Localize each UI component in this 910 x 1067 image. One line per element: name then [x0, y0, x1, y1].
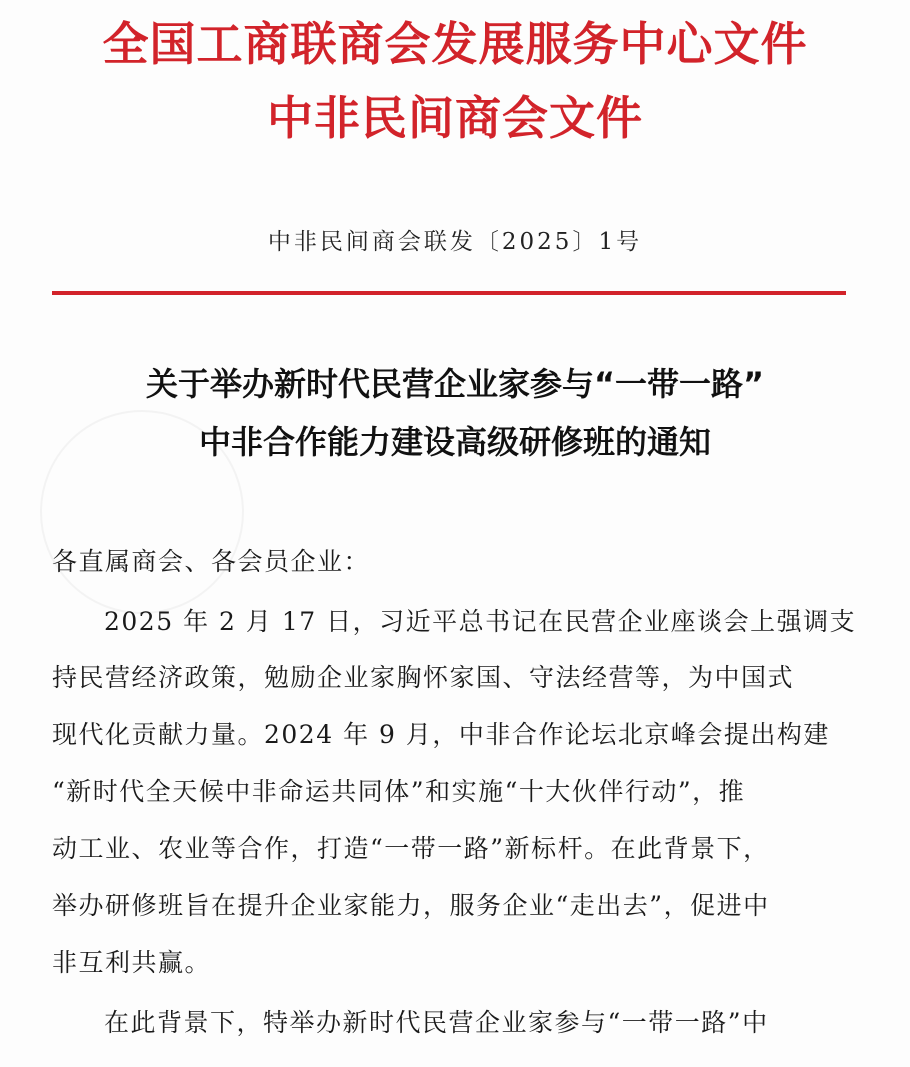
- paragraph-1-line: 举办研修班旨在提升企业家能力，服务企业“走出去”，促进中: [52, 891, 770, 920]
- paragraph-1-line: 持民营经济政策，勉励企业家胸怀家国、守法经营等，为中国式: [52, 663, 795, 692]
- issuer-header-line-1: 全国工商联商会发展服务中心文件: [102, 17, 808, 71]
- salutation: 各直属商会、各会员企业：: [52, 547, 371, 576]
- paragraph-1-line: 非互利共赢。: [52, 948, 212, 977]
- paragraph-1-line: 动工业、农业等合作，打造“一带一路”新标杆。在此背景下，: [52, 834, 770, 863]
- paragraph-2-line: 在此背景下，特举办新时代民营企业家参与“一带一路”中: [104, 1008, 769, 1037]
- document-number: 中非民间商会联发〔2025〕1号: [267, 229, 643, 255]
- notice-title-line-2: 中非合作能力建设高级研修班的通知: [198, 423, 711, 461]
- paragraph-1-line: 现代化贡献力量。2024 年 9 月，中非合作论坛北京峰会提出构建: [52, 720, 830, 749]
- red-divider-rule: [52, 291, 846, 295]
- paragraph-1-line: “新时代全天候中非命运共同体”和实施“十大伙伴行动”，推: [52, 777, 746, 806]
- paragraph-1-line: 2025 年 2 月 17 日，习近平总书记在民营企业座谈会上强调支: [104, 607, 857, 636]
- notice-title-line-1: 关于举办新时代民营企业家参与“一带一路”: [145, 365, 765, 403]
- issuer-header-line-2: 中非民间商会文件: [267, 91, 643, 145]
